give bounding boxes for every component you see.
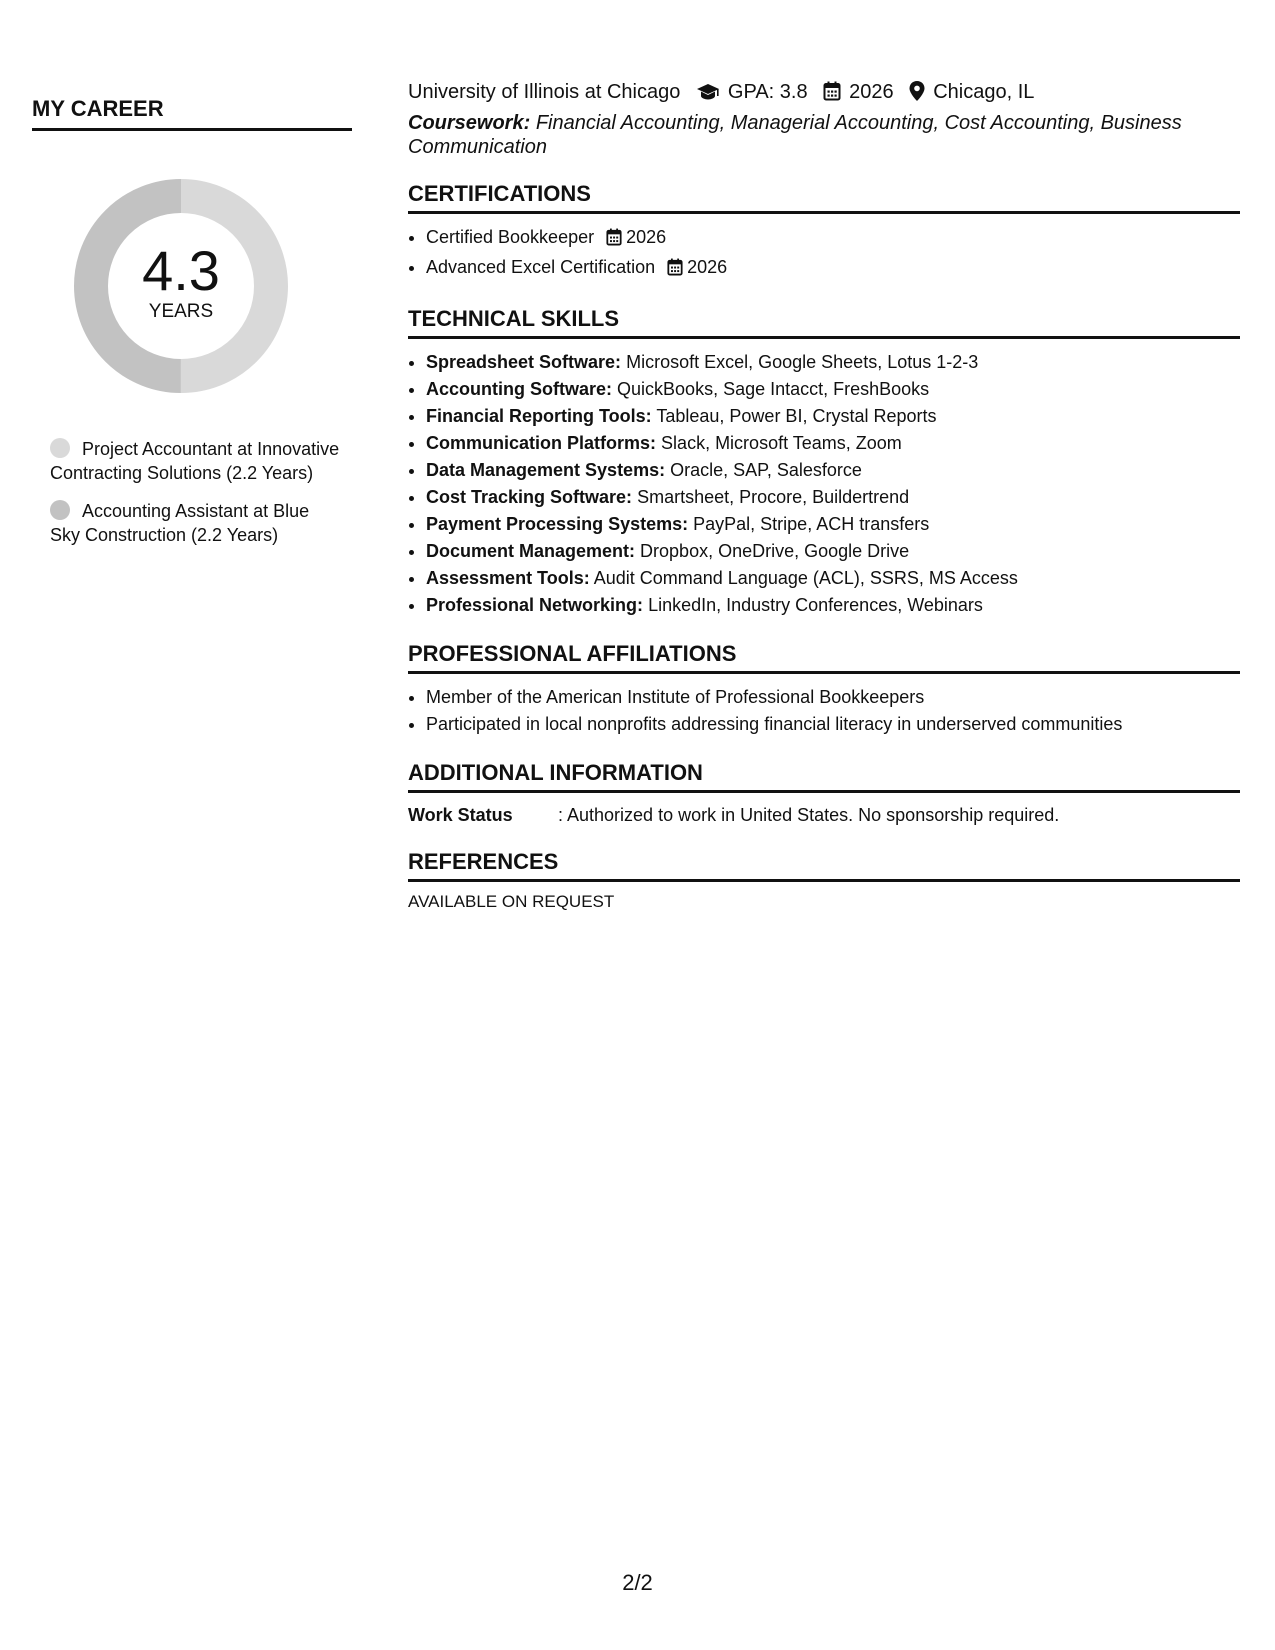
legend-dot <box>50 438 70 458</box>
list-item <box>426 538 1240 565</box>
list-item <box>426 511 1240 538</box>
career-legend <box>50 437 340 547</box>
total-years-value: 4.3 <box>142 239 220 302</box>
list-item <box>426 224 1240 254</box>
school-name: University of Illinois at Chicago <box>408 81 681 103</box>
legend-item-accounting-assistant <box>50 499 340 547</box>
skill-value: Microsoft Excel, Google Sheets, Lotus 1-2-3 <box>626 352 979 372</box>
references-heading: REFERENCES <box>408 849 1240 882</box>
calendar-icon <box>606 227 622 254</box>
work-status-value: : Authorized to work in United States. No sponsorship required. <box>558 805 1060 825</box>
work-status-label: Work Status <box>408 805 513 825</box>
skill-value: LinkedIn, Industry Conferences, Webinars <box>648 595 983 615</box>
list-item <box>426 592 1240 619</box>
list-item <box>426 565 1240 592</box>
skill-label: Document Management: <box>426 541 636 561</box>
list-item <box>426 403 1240 430</box>
skill-label: Cost Tracking Software: <box>426 487 633 507</box>
graduation-cap-icon <box>696 81 720 109</box>
skill-value: Dropbox, OneDrive, Google Drive <box>640 541 910 561</box>
coursework <box>408 111 1240 159</box>
skill-label: Professional Networking: <box>426 595 644 615</box>
career-donut-chart <box>66 171 296 401</box>
certification-name: Certified Bookkeeper <box>426 227 595 247</box>
list-item <box>426 254 1240 284</box>
list-item <box>426 430 1240 457</box>
total-years-unit: YEARS <box>148 301 214 322</box>
skill-value: QuickBooks, Sage Intacct, FreshBooks <box>617 379 930 399</box>
location-pin-icon <box>909 81 925 109</box>
education-line <box>408 78 1240 109</box>
list-item <box>426 349 1240 376</box>
location: Chicago, IL <box>933 81 1035 103</box>
calendar-icon <box>667 257 683 284</box>
additional-info-heading: ADDITIONAL INFORMATION <box>408 760 1240 793</box>
list-item <box>426 484 1240 511</box>
certification-name: Advanced Excel Certification <box>426 257 656 277</box>
skill-label: Data Management Systems: <box>426 460 666 480</box>
list-item <box>426 457 1240 484</box>
legend-item-project-accountant <box>50 437 340 485</box>
skill-value: PayPal, Stripe, ACH transfers <box>693 514 930 534</box>
skill-label: Financial Reporting Tools: <box>426 406 652 426</box>
technical-skills-heading: TECHNICAL SKILLS <box>408 306 1240 339</box>
skill-label: Accounting Software: <box>426 379 613 399</box>
career-heading: MY CAREER <box>32 96 352 131</box>
list-item <box>426 376 1240 403</box>
affiliations-heading: PROFESSIONAL AFFILIATIONS <box>408 641 1240 674</box>
list-item: • Participated in local nonprofits addressing financial literacy in underserved communities <box>426 711 1240 738</box>
skill-value: Slack, Microsoft Teams, Zoom <box>661 433 902 453</box>
gpa: GPA: 3.8 <box>727 81 808 103</box>
calendar-icon <box>823 81 841 109</box>
certification-year: 2026 <box>687 257 728 277</box>
list-item: • Member of the American Institute of Professional Bookkeepers <box>426 684 1240 711</box>
coursework-list: Financial Accounting, Managerial Accounting, Cost Accounting, Business Communication <box>408 112 1182 158</box>
skill-label: Assessment Tools: <box>426 568 590 588</box>
graduation-year: 2026 <box>849 81 894 103</box>
certification-year: 2026 <box>626 227 667 247</box>
work-status <box>408 803 1240 827</box>
skill-label: Spreadsheet Software: <box>426 352 622 372</box>
affiliations-list <box>408 684 1240 738</box>
donut-center <box>66 171 296 401</box>
skill-value: Audit Command Language (ACL), SSRS, MS Access <box>593 568 1018 588</box>
page-number: 2/2 <box>622 1570 653 1595</box>
skill-value: Oracle, SAP, Salesforce <box>670 460 862 480</box>
main-content <box>408 78 1240 912</box>
skill-value: Smartsheet, Procore, Buildertrend <box>637 487 910 507</box>
legend-dot <box>50 500 70 520</box>
references-text: AVAILABLE ON REQUEST <box>408 892 615 911</box>
skill-label: Payment Processing Systems: <box>426 514 689 534</box>
legend-label: Project Accountant at Innovative Contracting Solutions (2.2 Years) <box>50 439 340 483</box>
skill-label: Communication Platforms: <box>426 433 657 453</box>
skill-value: Tableau, Power BI, Crystal Reports <box>656 406 937 426</box>
legend-label: Accounting Assistant at Blue Sky Construction (2.2 Years) <box>50 501 310 545</box>
career-sidebar <box>32 96 352 561</box>
certifications-heading: CERTIFICATIONS <box>408 181 1240 214</box>
certifications-list <box>408 224 1240 284</box>
coursework-label: Coursework: <box>408 112 531 134</box>
technical-skills-list <box>408 349 1240 619</box>
